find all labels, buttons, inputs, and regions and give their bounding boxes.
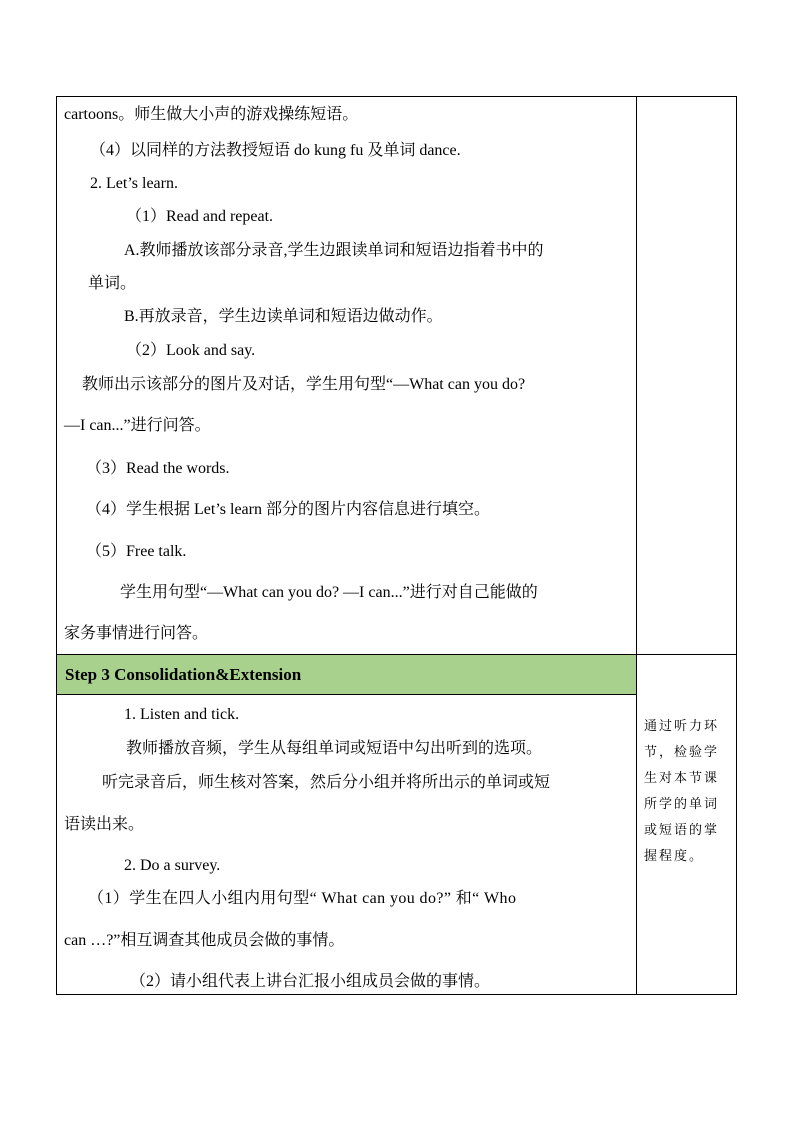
text-line: （2）请小组代表上讲台汇报小组成员会做的事情。 xyxy=(130,973,491,990)
note-line: 节，检验学 xyxy=(644,745,720,760)
lesson-plan-table xyxy=(56,96,737,995)
text-line: 学生用句型“—What can you do? —I can...”进行对自己能做的 xyxy=(120,584,538,601)
text-line: （1）学生在四人小组内用句型“ What can you do?” 和“ Who xyxy=(88,890,517,907)
text-line: 单词。 xyxy=(88,275,137,292)
text-line: （4）学生根据 Let’s learn 部分的图片内容信息进行填空。 xyxy=(86,501,490,518)
text-line: 教师播放音频，学生从每组单词或短语中勾出听到的选项。 xyxy=(126,740,543,757)
text-line: 2. Do a survey. xyxy=(124,857,221,874)
table-bottom-border xyxy=(56,994,737,995)
note-line: 生对本节课 xyxy=(644,771,720,786)
text-line: （5）Free talk. xyxy=(86,543,187,560)
text-line: 听完录音后，师生核对答案，然后分小组并将所出示的单词或短 xyxy=(102,774,551,791)
text-line: （1）Read and repeat. xyxy=(126,208,274,225)
note-line: 所学的单词 xyxy=(644,797,720,812)
table-right-border xyxy=(736,96,737,995)
table-left-border xyxy=(56,96,57,995)
text-line: 家务事情进行问答。 xyxy=(64,625,209,642)
text-line: 语读出来。 xyxy=(64,816,145,833)
text-line: （2）Look and say. xyxy=(126,342,256,359)
text-line: B.再放录音，学生边读单词和短语边做动作。 xyxy=(124,308,443,325)
side-note xyxy=(644,714,734,870)
step3-title: Step 3 Consolidation&Extension xyxy=(65,665,302,684)
text-line: （4）以同样的方法教授短语 do kung fu 及单词 dance. xyxy=(90,142,461,159)
text-line: 1. Listen and tick. xyxy=(124,706,240,723)
text-line: （3）Read the words. xyxy=(86,460,230,477)
note-line: 通过听力环 xyxy=(644,719,720,734)
column-divider xyxy=(636,96,637,995)
note-line: 握程度。 xyxy=(644,849,705,864)
note-line: 或短语的掌 xyxy=(644,823,720,838)
text-line: 教师出示该部分的图片及对话，学生用句型“—What can you do? xyxy=(82,376,526,393)
text-line: A.教师播放该部分录音,学生边跟读单词和短语边指着书中的 xyxy=(124,242,544,259)
text-line: can …?”相互调查其他成员会做的事情。 xyxy=(64,932,345,949)
text-line: —I can...”进行问答。 xyxy=(64,417,211,434)
table-top-border xyxy=(56,96,737,97)
step3-header xyxy=(57,655,636,694)
text-line: cartoons。师生做大小声的游戏操练短语。 xyxy=(64,106,359,123)
header-bottom-border xyxy=(56,694,636,695)
text-line: 2. Let’s learn. xyxy=(90,175,178,192)
